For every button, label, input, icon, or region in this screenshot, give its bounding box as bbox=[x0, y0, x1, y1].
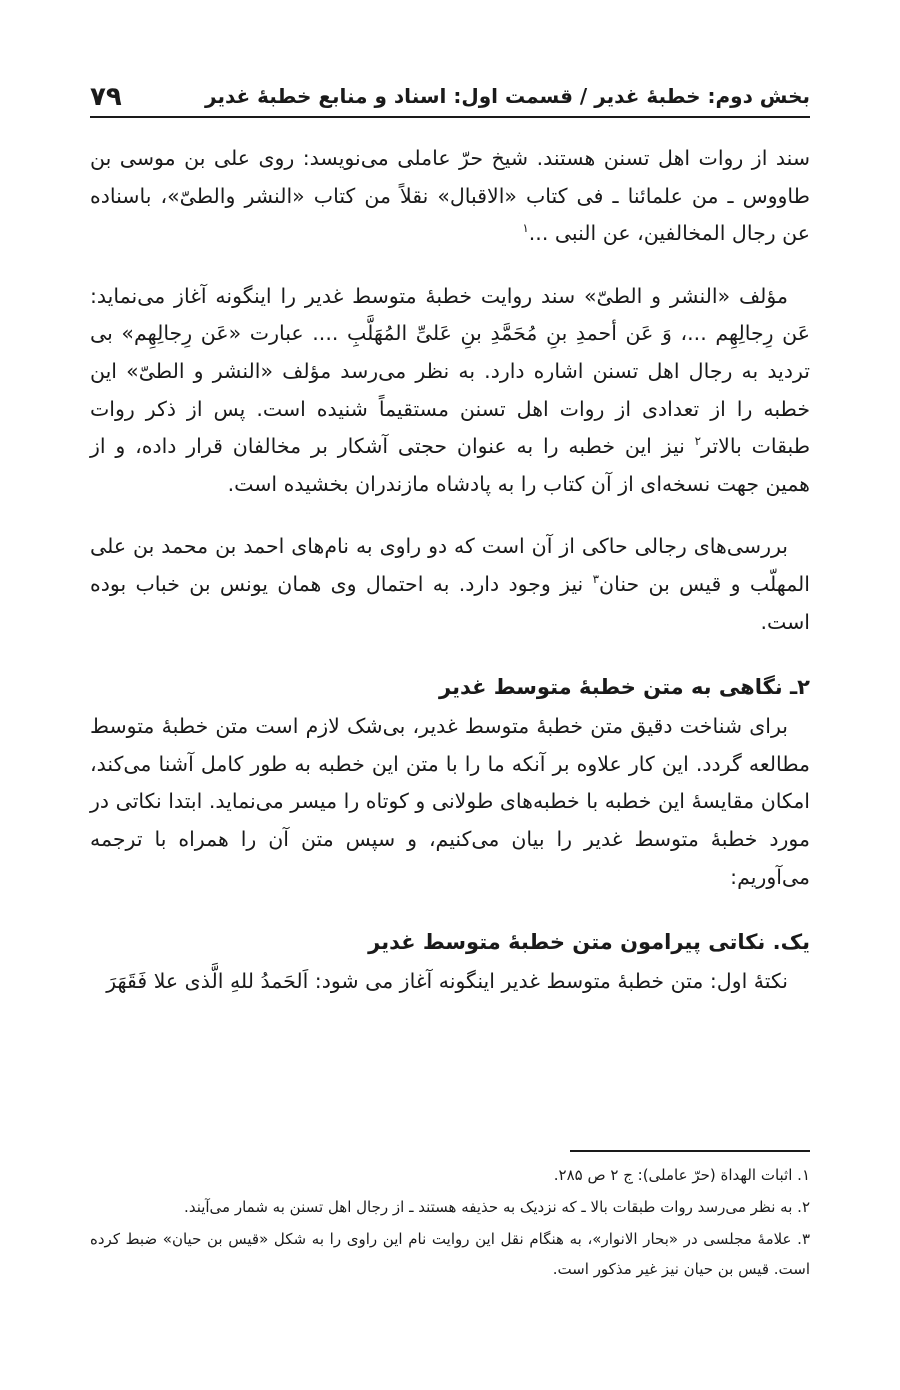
paragraph-3 bbox=[90, 528, 810, 641]
footnote-separator bbox=[570, 1150, 810, 1152]
page-number: ۷۹ bbox=[90, 82, 122, 112]
subsection-heading-1: یک. نکاتی پیرامون متن خطبهٔ متوسط غدیر bbox=[368, 930, 810, 955]
page-header bbox=[90, 70, 810, 118]
paragraph-2 bbox=[90, 278, 810, 504]
section-heading-2: ۲ـ نگاهی به متن خطبهٔ متوسط غدیر bbox=[439, 675, 810, 700]
footnote-ref-1: ۱ bbox=[522, 221, 529, 236]
paragraph-1-text: سند از روات اهل تسنن هستند. شیخ حرّ عاملی می‌نویسد: روی علی بن موسی بن طاووس ـ من علمائنا ـ فی کتاب «الاقبال» نقلاً من کتاب «النشر والطیّ»، باسناده عن رجال المخالفین، عن النبی ... bbox=[90, 146, 810, 246]
footnote-2: ۲. به نظر می‌رسد روات طبقات بالا ـ که نزدیک به حذیفه هستند ـ از رجال اهل تسنن به شمار می‌آیند. bbox=[184, 1198, 810, 1216]
paragraph-5: نکتهٔ اول: متن خطبهٔ متوسط غدیر اینگونه آغاز می شود: اَلحَمدُ للهِ الَّذی علا فَقَهَرَ bbox=[106, 969, 788, 994]
main-text bbox=[90, 140, 810, 1026]
footnote-1: ۱. اثبات الهداة (حرّ عاملی): ج ۲ ص ۲۸۵. bbox=[553, 1166, 810, 1184]
footnote-ref-2: ۲ bbox=[694, 434, 702, 449]
running-head: بخش دوم: خطبهٔ غدیر / قسمت اول: اسناد و منابع خطبهٔ غدیر bbox=[205, 84, 810, 108]
footnotes bbox=[90, 1160, 810, 1286]
paragraph-3-text-b: نیز وجود دارد. به احتمال وی همان یونس بن خباب بوده است. bbox=[90, 571, 810, 634]
paragraph-3-text-a: بررسی‌های رجالی حاکی از آن است که دو راوی به نام‌های احمد بن محمد بن علی المهلّب و قیس بن حنان bbox=[90, 534, 810, 596]
footnote-3: ۳. علامهٔ مجلسی در «بحار الانوار»، به هنگام نقل این روایت نام این راوی را به شکل «قیس بن حیان» ضبط کرده است. قیس بن حیان نیز غیر مذکور است. bbox=[90, 1230, 810, 1278]
footnote-ref-3: ۳ bbox=[592, 572, 600, 587]
paragraph-1 bbox=[90, 140, 810, 253]
paragraph-4: برای شناخت دقیق متن خطبهٔ متوسط غدیر، بی‌شک لازم است متن خطبهٔ متوسط مطالعه گردد. این کار علاوه بر آنکه ما را با متن این خطبه به طور کامل آشنا می‌کند، امکان مقایسهٔ این خطبه با خطبه‌های طولانی و کوتاه را میسر می‌نماید. ابتدا نکاتی در مورد خطبهٔ متوسط غدیر را بیان می‌کنیم، و سپس متن آن را همراه با ترجمه می‌آوریم: bbox=[90, 714, 810, 889]
paragraph-2-text-b: نیز این خطبه را به عنوان حجتی آشکار بر مخالفان قرار داده، و از همین جهت نسخه‌ای از آن کتاب را به پادشاه مازندران بخشیده است. bbox=[90, 434, 810, 496]
paragraph-2-text-a: مؤلف «النشر و الطیّ» سند روایت خطبهٔ متوسط غدیر را اینگونه آغاز می‌نماید: عَن رِجالِهِم ...، وَ عَن أحمدِ بنِ مُحَمَّدِ بنِ عَلیِّ المُهَلَّبِ .... عبارت «عَن رِجالِهِم» بی تردید به رجال اهل تسنن اشاره دارد. به نظر می‌رسد مؤلف «النشر و الطیّ» این خطبه را از تعدادی از روات اهل تسنن مستقیماً شنیده است. پس از ذکر روات طبقات بالاتر bbox=[90, 283, 811, 459]
